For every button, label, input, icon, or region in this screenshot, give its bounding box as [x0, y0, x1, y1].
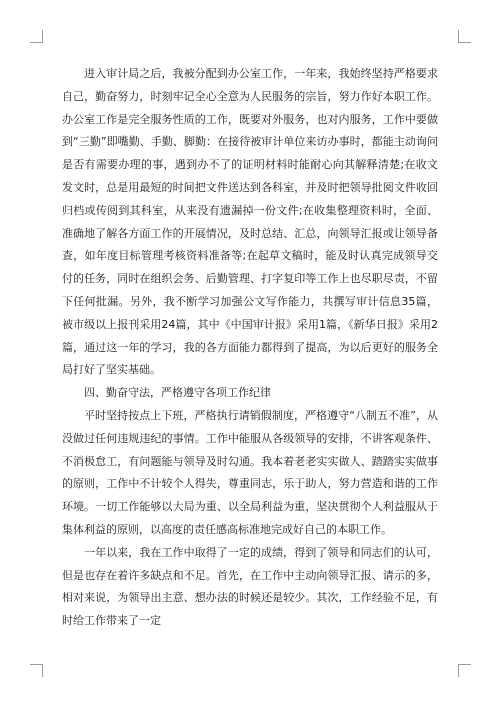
crop-mark-bottom-left	[30, 664, 43, 677]
paragraph-discipline: 平时坚持按点上下班，严格执行请销假制度，严格遵守“八制五不准”，从没做过任何违规违纪的事情。工作中能服从各级领导的安排，不讲客观条件、不消极怠工，有问题能与领导及时勾通。我本着老老实实做人、踏踏实实做事的原则，工作中不计较个人得失，尊重同志，乐于助人，努力营造和谐的工作环境。一切工作能够以大局为重、以全局利益为重，坚决贯彻个人利益服从于集体利益的原则，以高度的责任感高标准地完成好自己的本职工作。	[62, 408, 438, 536]
document-body	[62, 63, 438, 633]
paragraph-shortcomings: 一年以来，我在工作中取得了一定的成绩，得到了领导和同志们的认可，但是也存在着许多缺点和不足。首先，在工作中主动向领导汇报、请示的多，相对来说，为领导出主意、想办法的时候还是较少。其次，工作经验不足，有时给工作带来了一定	[62, 545, 438, 628]
crop-mark-top-left	[30, 30, 43, 43]
crop-mark-top-right	[458, 30, 471, 43]
section-heading-discipline: 四、勤奋守法，严格遵守各项工作纪律	[84, 386, 271, 400]
paragraph-office-work: 进入审计局之后，我被分配到办公室工作，一年来，我始终坚持严格要求自己，勤奋努力，时刻牢记全心全意为人民服务的宗旨，努力作好本职工作。办公室工作是完全服务性质的工作，既要对外服务，也对内服务，工作中要做到“三勤”即嘴勤、手勤、脚勤：在接待被审计单位来访办事时，都能主动询问是否有需要办理的事，遇到办不了的证明材料时能耐心向其解释清楚;在收文发文时，总是用最短的时间把文件送达到各科室，并及时把领导批阅文件收回归档或传阅到其科室，从来没有遗漏掉一份文件;在收集整理资料时，全面、准确地了解各方面工作的开展情况，及时总结、汇总，向领导汇报或让领导备查，如年度目标管理考核资料准备等;在起草文稿时，能及时认真完成领导交付的任务，同时在组织会务、后勤管理、打字复印等工作上也尽职尽责，不留下任何批漏。另外，我不断学习加强公文写作能力，共撰写审计信息35篇，被市级以上报刊采用24篇，其中《中国审计报》采用1篇，《新华日报》采用2篇，通过这一年的学习，我的各方面能力都得到了提高，为以后更好的服务全局打好了坚实基础。	[62, 67, 438, 377]
crop-mark-bottom-right	[458, 664, 471, 677]
